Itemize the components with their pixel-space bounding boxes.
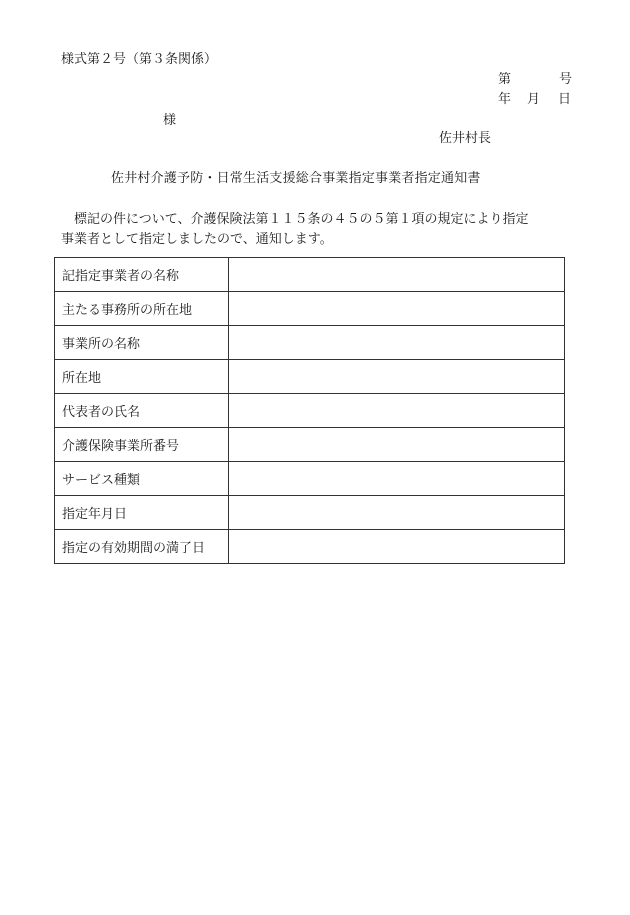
table-row [55, 326, 565, 360]
table-row [55, 360, 565, 394]
row-value [229, 530, 565, 564]
row-label: 主たる事務所の所在地 [55, 292, 229, 326]
date-day-label: 日 [558, 92, 572, 107]
document-number-label: 第 [498, 72, 512, 87]
table-row [55, 258, 565, 292]
row-label: 指定の有効期間の満了日 [55, 530, 229, 564]
row-value [229, 326, 565, 360]
form-number: 様式第２号（第３条関係） [61, 52, 218, 67]
row-label: 記指定事業者の名称 [55, 258, 229, 292]
row-label: 指定年月日 [55, 496, 229, 530]
table-row [55, 530, 565, 564]
table-row [55, 292, 565, 326]
document-title: 佐井村介護予防・日常生活支援総合事業指定事業者指定通知書 [111, 171, 481, 186]
designation-info-table [54, 257, 565, 564]
document-number-suffix: 号 [559, 72, 573, 87]
body-text-line-1: 標記の件について、介護保険法第１１５条の４５の５第１項の規定により指定 [61, 212, 529, 227]
row-value [229, 394, 565, 428]
table-row [55, 394, 565, 428]
row-label: 所在地 [55, 360, 229, 394]
row-label: 事業所の名称 [55, 326, 229, 360]
recipient-honorific: 様 [163, 113, 177, 128]
row-value [229, 360, 565, 394]
row-value [229, 258, 565, 292]
table-row [55, 462, 565, 496]
row-value [229, 428, 565, 462]
row-label: 代表者の氏名 [55, 394, 229, 428]
table-row [55, 496, 565, 530]
row-value [229, 292, 565, 326]
date-year-label: 年 [498, 92, 512, 107]
date-month-label: 月 [527, 92, 541, 107]
body-text-line-2: 事業者として指定しましたので、通知します。 [61, 232, 333, 247]
row-label: 介護保険事業所番号 [55, 428, 229, 462]
row-label: サービス種類 [55, 462, 229, 496]
row-value [229, 462, 565, 496]
issuer-name: 佐井村長 [439, 131, 492, 146]
table-row [55, 428, 565, 462]
row-value [229, 496, 565, 530]
